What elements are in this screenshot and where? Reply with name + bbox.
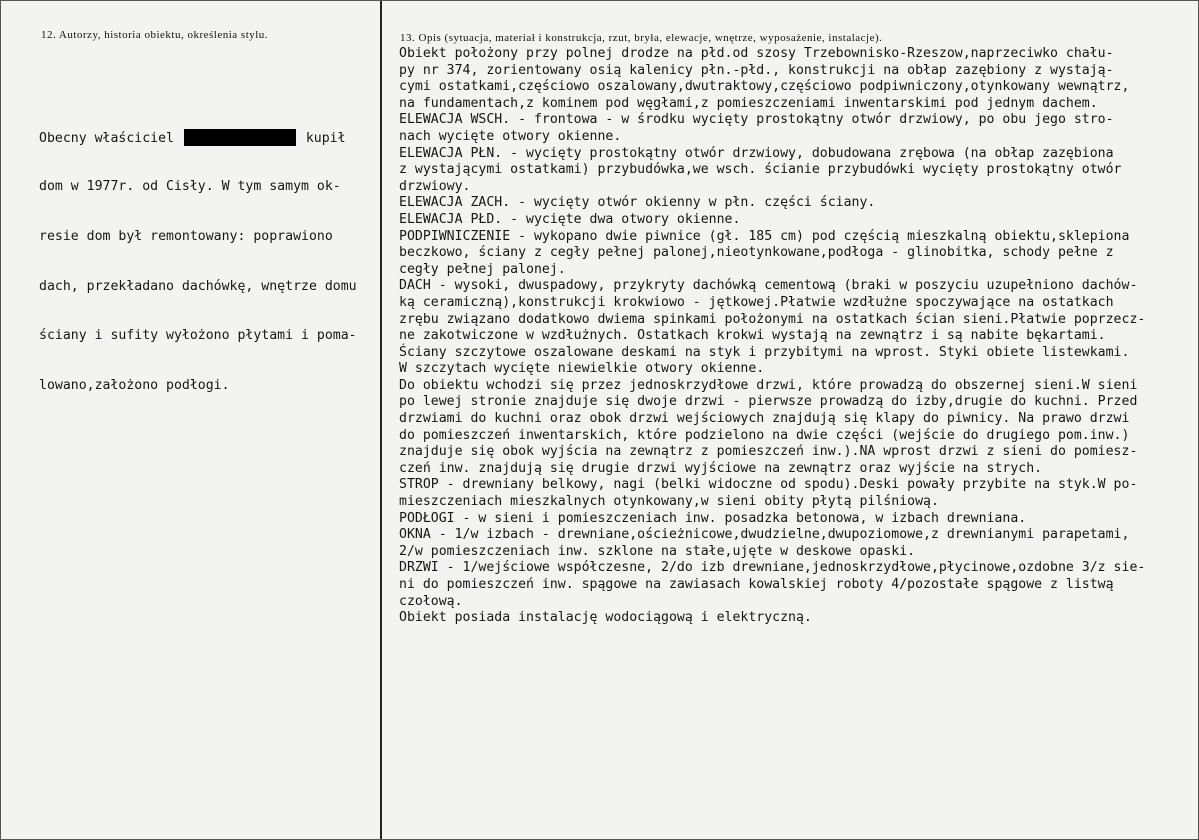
text-line: resie dom był remontowany: poprawiono [39,228,333,244]
text-line: lowano,założono podłogi. [39,378,230,394]
text-line: Obiekt posiada instalację wodociągową i elektryczną. [399,610,812,626]
text-line: STROP - drewniany belkowy, nagi (belki widoczne od spodu).Deski powały przybite na styk.W po- [399,477,1138,493]
section-12-heading: 12. Autorzy, historia obiektu, określenia stylu. [41,29,269,41]
text-line: 2/w pomieszczeniach inw. szklone na stałe,ujęte w deskowe opaski. [399,543,916,559]
text-line: Do obiektu wchodzi się przez jednoskrzydłowe drzwi, które prowadzą do obszernej sieni.W sieni [399,377,1138,393]
text-line: ni do pomieszczeń inw. spągowe na zawiasach kowalskiej roboty 4/pozostałe spągowe z listwą [399,577,1114,592]
text-line: cegły pełnej palonej. [399,261,566,277]
text-line: nach wycięte otwory okienne. [399,128,622,144]
text-line: ne zakotwiczone w wzdłużnych. Ostatkach krokwi wystają na zewnątrz i są nabite bękartami. [399,328,1106,344]
text-line: dach, przekładano dachówkę, wnętrze domu [39,278,357,294]
text-line: ką ceramiczną),konstrukcji krokwiowo - jętkowej.Płatwie wzdłużne spoczywające na ostatkach [399,294,1114,310]
section-13-heading: 13. Opis (sytuacja, materiał i konstrukcja, rzut, bryła, elewacje, wnętrze, wyposażenie, instalacje). [400,32,883,44]
text-line: Obecny właściciel kupił [39,131,346,147]
text-line: ściany i sufity wyłożono płytami i poma- [39,328,357,344]
redaction-bar [184,129,296,146]
text-line: DRZWI - 1/wejściowe współczesne, 2/do izb drewniane,jednoskrzydłowe,płycinowe,ozdobne 3/z sie- [399,560,1146,576]
text-line: DACH - wysoki, dwuspadowy, przykryty dachówką cementową (braki w poszyciu uzupełniono dachów- [399,278,1138,294]
text-line: ELEWACJA PŁN. - wycięty prostokątny otwór drzwiowy, dobudowana zrębowa (na obłap zazębiona [399,145,1114,161]
section-13-text [399,46,1145,627]
text-line: W szczytach wycięte niewielkie otwory okienne. [399,361,765,377]
section-12-text [39,96,357,428]
text-line: PODPIWNICZENIE - wykopano dwie piwnice (gł. 185 cm) pod częścią mieszkalną obiektu,sklepiona [399,228,1130,244]
text-line: zrębu związano dodatkowo dwiema spinkami położonymi na ostatkach ścian sieni.Płatwie poprzecz- [399,311,1146,327]
text-line: do pomieszczeń inwentarskich, które podzielono na dwie części (wejście do drugiego pom.inw.) [399,427,1130,443]
text-line: czeń inw. znajdują się drugie drzwi wyjściowe na zewnątrz oraz wyjście na strych. [399,460,1043,476]
text-line: ELEWACJA PŁD. - wycięte dwa otwory okienne. [399,211,741,227]
text-line: OKNA - 1/w izbach - drewniane,ościeżnicowe,dwudzielne,dwupoziomowe,z drewnianymi parapetami, [399,527,1130,543]
text-line: po lewej stronie znajduje się dwoje drzwi - pierwsze prowadzą do izby,drugie do kuchni. Przed [399,394,1138,410]
text-line: na fundamentach,z kominem pod węgłami,z pomieszczeniami inwentarskimi pod jednym dachem. [399,95,1098,111]
text-line: drzwiowy. [399,178,471,194]
text-line: mieszczeniach mieszkalnych otynkowany,w sieni obity płytą pilśniową. [399,494,939,510]
text-line: Ściany szczytowe oszalowane deskami na styk i przybitymi na wprost. Styki obiete listewkami. [399,344,1130,360]
column-divider [380,1,382,839]
text-line: ELEWACJA WSCH. - frontowa - w środku wycięty prostokątny otwór drzwiowy, po obu jego stro- [399,112,1114,128]
text-line: py nr 374, zorientowany osią kalenicy płn.-płd., konstrukcji na obłap zazębiony z wystają- [399,62,1114,78]
text-line: z wystającymi ostatkami) przybudówka,we wsch. ścianie przybudówki wycięty prostokątny otwór [399,162,1122,178]
text-line: beczkowo, ściany z cegły pełnej palonej,nieotynkowane,podłoga - glinobitka, schody pełne z [399,245,1114,261]
text-line: czołową. [399,593,463,609]
text-line: Obiekt położony przy polnej drodze na płd.od szosy Trzebownisko-Rzeszow,naprzeciwko chału- [399,46,1114,61]
text-line: dom w 1977r. od Cisły. W tym samym ok- [39,178,341,194]
text-line: ELEWACJA ZACH. - wycięty otwór okienny w płn. części ściany. [399,195,876,211]
text-line: drzwiami do kuchni oraz obok drzwi wejściowych znajdują się klapy do piwnicy. Na prawo drzwi [399,411,1130,427]
text-line: PODŁOGI - w sieni i pomieszczeniach inw. posadzka betonowa, w izbach drewniana. [399,510,1027,526]
text-line: znajduje się obok wyjścia na zewnątrz z pomieszczeń inw.).NA wprost drzwi z sieni do pomiesz- [399,444,1138,460]
text-line: cymi ostatkami,częściowo oszalowany,dwutraktowy,częściowo podpiwniczony,otynkowany wewnątrz, [399,79,1130,95]
